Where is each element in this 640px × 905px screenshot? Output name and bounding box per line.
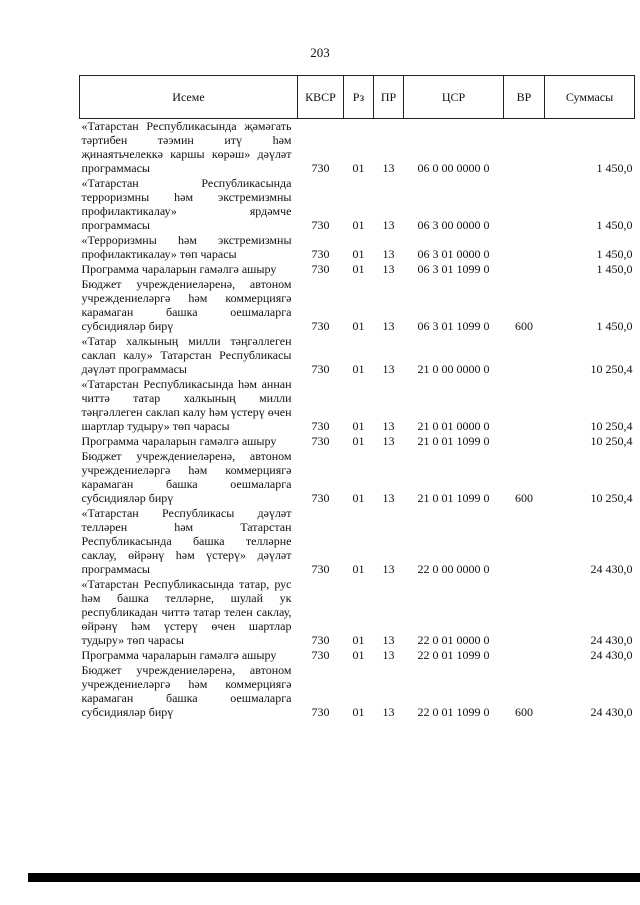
cell-vr [504,506,545,577]
cell-csr: 06 3 01 1099 0 [417,262,490,276]
cell-vr [504,648,545,663]
header-csr: ЦСР [404,76,504,119]
cell-kvsr: 730 [311,419,330,433]
cell-pr: 13 [382,161,395,175]
cell-rz: 01 [352,218,365,232]
cell-pr: 13 [382,319,395,333]
cell-vr [504,577,545,648]
cell-name: Бюджет учреждениеләренә, автоном учреждениеләргә һәм коммерциягә карамаган башка оешмаларга субсидияләр бирү [81,449,292,505]
table-row [80,233,635,262]
cell-pr: 13 [382,247,395,261]
cell-kvsr: 730 [311,247,330,261]
cell-sum: 10 250,4 [590,434,633,448]
cell-sum: 1 450,0 [596,161,633,175]
cell-sum: 24 430,0 [590,705,633,719]
table-row [80,176,635,233]
cell-name: «Татарстан Республикасында һәм аннан читтә татар халкының милли тәңгәллеген саклап калу һәм үстерү өчен шартлар тудыру» төп чарасы [81,377,292,433]
cell-rz: 01 [352,419,365,433]
cell-sum: 1 450,0 [596,247,633,261]
cell-name: «Татарстан Республикасы дәүләт телләрен һәм Татарстан Республикасында башка телләрне саклау, өйрәнү һәм үстерү» дәүләт программасы [81,506,292,576]
cell-kvsr: 730 [311,319,330,333]
cell-kvsr: 730 [311,161,330,175]
cell-name: «Татарстан Республикасында җәмәгать тәртибен тәэмин итү һәм җинаятьчелеккә каршы көрәш» дәүләт программасы [81,119,292,175]
cell-pr: 13 [382,218,395,232]
cell-sum: 10 250,4 [590,491,633,505]
cell-rz: 01 [352,247,365,261]
cell-name: «Татарстан Республикасында терроризмны һәм экстремизмны профилактикалау» ярдәмче программасы [81,176,292,232]
header-pr: ПР [374,76,404,119]
cell-rz: 01 [352,362,365,376]
cell-csr: 21 0 01 1099 0 [417,434,490,448]
cell-rz: 01 [352,648,365,662]
table-row [80,334,635,377]
cell-name: Бюджет учреждениеләренә, автоном учреждениеләргә һәм коммерциягә карамаган башка оешмаларга субсидияләр бирү [81,277,292,333]
table-row [80,377,635,434]
cell-name: «Терроризмны һәм экстремизмны профилактикалау» төп чарасы [81,233,292,261]
table-row [80,449,635,506]
cell-kvsr: 730 [311,362,330,376]
cell-vr: 600 [515,319,533,333]
cell-sum: 10 250,4 [590,362,633,376]
header-name: Исеме [80,76,298,119]
cell-csr: 06 3 01 1099 0 [417,319,490,333]
header-vr: ВР [504,76,545,119]
cell-name: «Татарстан Республикасында татар, рус һәм башка телләрне, шулай ук республикадан читтә татар телен саклау, өйрәнү һәм үстерү өчен шартлар тудыру» төп чарасы [81,577,292,647]
cell-pr: 13 [382,633,395,647]
cell-name: Программа чараларын гамәлгә ашыру [81,434,277,448]
cell-pr: 13 [382,648,395,662]
cell-pr: 13 [382,362,395,376]
cell-csr: 22 0 01 1099 0 [417,705,490,719]
page-number: 203 [310,45,330,60]
cell-rz: 01 [352,434,365,448]
cell-kvsr: 730 [311,633,330,647]
cell-vr: 600 [515,491,533,505]
cell-kvsr: 730 [311,218,330,232]
cell-kvsr: 730 [311,562,330,576]
budget-table [79,75,635,720]
cell-name: Программа чараларын гамәлгә ашыру [81,262,277,276]
cell-kvsr: 730 [311,434,330,448]
cell-sum: 10 250,4 [590,419,633,433]
cell-kvsr: 730 [311,705,330,719]
cell-sum: 1 450,0 [596,218,633,232]
cell-kvsr: 730 [311,491,330,505]
cell-rz: 01 [352,705,365,719]
cell-vr: 600 [515,705,533,719]
cell-vr [504,119,545,177]
cell-kvsr: 730 [311,262,330,276]
cell-csr: 22 0 00 0000 0 [417,562,490,576]
cell-vr [504,377,545,434]
cell-csr: 21 0 01 1099 0 [417,491,490,505]
cell-csr: 21 0 00 0000 0 [417,362,490,376]
cell-sum: 1 450,0 [596,262,633,276]
table-row [80,277,635,334]
cell-pr: 13 [382,419,395,433]
cell-rz: 01 [352,491,365,505]
scan-bottom-edge [28,873,640,882]
cell-name: Программа чараларын гамәлгә ашыру [81,648,277,662]
cell-pr: 13 [382,491,395,505]
cell-rz: 01 [352,562,365,576]
cell-sum: 24 430,0 [590,562,633,576]
cell-rz: 01 [352,319,365,333]
cell-pr: 13 [382,562,395,576]
cell-rz: 01 [352,161,365,175]
cell-rz: 01 [352,633,365,647]
table-header-row [80,76,635,119]
table-row [80,506,635,577]
cell-sum: 1 450,0 [596,319,633,333]
table-row [80,434,635,449]
cell-pr: 13 [382,262,395,276]
cell-rz: 01 [352,262,365,276]
cell-sum: 24 430,0 [590,633,633,647]
cell-vr [504,334,545,377]
cell-kvsr: 730 [311,648,330,662]
cell-csr: 06 3 00 0000 0 [417,218,490,232]
cell-name: Бюджет учреждениеләренә, автоном учреждениеләргә һәм коммерциягә карамаган башка оешмаларга субсидияләр бирү [81,663,292,719]
cell-sum: 24 430,0 [590,648,633,662]
header-kvsr: КВСР [298,76,344,119]
table-row [80,262,635,277]
table-row [80,119,635,177]
table-row [80,577,635,648]
table-row [80,648,635,663]
cell-csr: 22 0 01 0000 0 [417,633,490,647]
table-row [80,663,635,720]
cell-csr: 06 3 01 0000 0 [417,247,490,261]
header-rz: Рз [344,76,374,119]
cell-vr [504,233,545,262]
cell-pr: 13 [382,434,395,448]
cell-csr: 22 0 01 1099 0 [417,648,490,662]
cell-csr: 06 0 00 0000 0 [417,161,490,175]
cell-vr [504,176,545,233]
cell-name: «Татар халкының милли тәңгәллеген саклап калу» Татарстан Республикасы дәүләт программасы [81,334,292,376]
cell-csr: 21 0 01 0000 0 [417,419,490,433]
cell-vr [504,434,545,449]
header-sum: Суммасы [545,76,635,119]
cell-vr [504,262,545,277]
cell-pr: 13 [382,705,395,719]
